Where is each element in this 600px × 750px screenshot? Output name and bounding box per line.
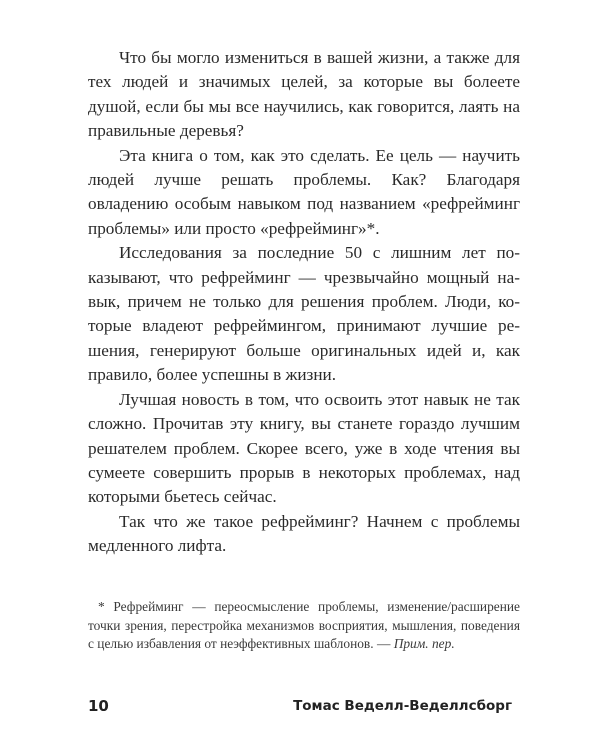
footnote [88, 598, 520, 654]
paragraph-1: Что бы могло измениться в вашей жизни, а также для тех людей и значимых целей, за которые вы болеете душой, если бы мы все научились, как говорится, лаять на правильные деревья? [88, 48, 520, 141]
running-footer-author: Томас Веделл-Веделлсборг [293, 698, 512, 714]
paragraph-5: Так что же такое рефрейминг? Начнем с проблемы медленного лифта. [88, 511, 520, 556]
footnote-text: * Рефрейминг — переосмысление проблемы, изменение/расширение точки зрения, перестройка механизмов восприятия, мышления, поведения с целью избавления от неэффективных шаблонов. — [88, 599, 520, 652]
paragraph-3: Исследования за последние 50 с лишним лет показывают, что рефрейминг — чрезвычайно мощный навык, причем не только для решения проблем. Люди, которые владеют рефреймингом, принимают лучшие решения, генерируют больше оригинальных идей и, как правило, более успешны в жизни. [88, 243, 520, 385]
paragraph-2: Эта книга о том, как это сделать. Ее цель — научить людей лучше решать проблемы. Как? Благодаря овладению особым навыком под названием «рефрейминг проблемы» или просто «рефрейминг»*. [88, 145, 520, 238]
paragraph-4: Лучшая новость в том, что освоить этот навык не так сложно. Прочитав эту книгу, вы станете гораздо лучшим решателем проблем. Скорее всего, уже в ходе чтения вы сумеете совершить прорыв в некоторых проблемах, над которыми бьетесь сейчас. [88, 389, 520, 507]
page-number: 10 [88, 697, 109, 715]
footnote-abbreviation: Прим. пер. [393, 636, 455, 652]
main-text [88, 46, 520, 559]
